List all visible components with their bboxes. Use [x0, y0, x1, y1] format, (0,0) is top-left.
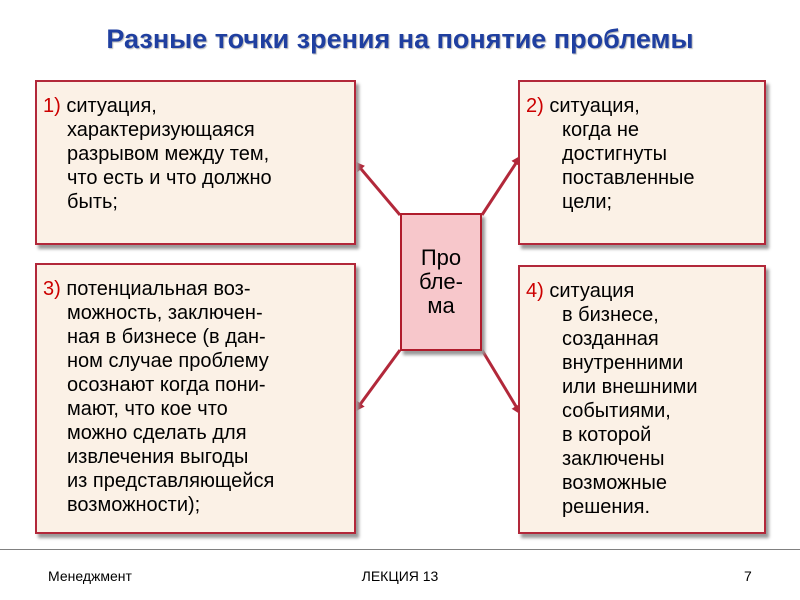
center-line-3: ма	[427, 293, 455, 318]
footer-course: Менеджмент	[48, 568, 132, 584]
box-3-line-1: потенциальная воз-	[66, 278, 251, 300]
box-2-line-4: поставленные	[562, 167, 695, 189]
box-3-line-7: можно сделать для	[67, 422, 247, 444]
box-4-line-2: в бизнесе,	[562, 304, 659, 326]
box-4-line-5: или внешними	[562, 376, 698, 398]
box-3-line-6: мают, что кое что	[67, 398, 228, 420]
box-4-line-3: созданная	[562, 328, 659, 350]
box-1-line-4: что есть и что должно	[67, 167, 272, 189]
center-line-1: Про	[420, 245, 462, 270]
box-3-line-8: извлечения выгоды	[67, 446, 249, 468]
footer-lecture: ЛЕКЦИЯ 13	[361, 568, 439, 584]
box-1-line-1: ситуация,	[66, 95, 157, 117]
box-1-line-3: разрывом между тем,	[67, 143, 270, 165]
page-number: 7	[744, 568, 752, 584]
center-line-2: бле-	[418, 269, 463, 294]
slide-title: Разные точки зрения на понятие проблемы	[106, 24, 694, 54]
definition-box-3	[35, 263, 356, 534]
box-4-line-10: решения.	[562, 496, 651, 518]
box-3-line-10: возможности);	[67, 494, 201, 516]
box-3-line-9: из представляющейся	[67, 470, 275, 492]
definition-box-4	[518, 265, 766, 534]
arrow-to-box-4	[482, 350, 520, 413]
box-4-line-6: событиями,	[562, 400, 671, 422]
definition-box-1	[35, 80, 356, 245]
box-4-number: 4)	[526, 280, 544, 302]
box-2-line-5: цели;	[562, 191, 613, 213]
box-1-number: 1)	[43, 95, 61, 117]
box-3-line-5: осознают когда пони-	[67, 374, 266, 396]
box-2-line-2: когда не	[562, 119, 640, 141]
box-3-number: 3)	[43, 278, 61, 300]
center-problem-box	[400, 213, 482, 351]
box-4-line-1: ситуация	[549, 280, 635, 302]
box-1-line-2: характеризующаяся	[67, 119, 255, 141]
box-4-line-4: внутренними	[562, 352, 684, 374]
box-2-line-1: ситуация,	[549, 95, 640, 117]
box-3-line-2: можность, заключен-	[67, 302, 263, 324]
box-3-line-3: ная в бизнесе (в дан-	[67, 326, 266, 348]
box-4-line-7: в которой	[562, 424, 652, 446]
arrow-to-box-3	[356, 350, 400, 410]
definition-box-2	[518, 80, 766, 245]
arrow-to-box-1	[356, 163, 400, 215]
box-1-line-5: быть;	[67, 191, 118, 213]
footer-divider	[0, 549, 800, 550]
arrow-to-box-2	[482, 157, 520, 215]
box-2-line-3: достигнуты	[562, 143, 667, 165]
box-3-line-4: ном случае проблему	[67, 350, 269, 372]
box-4-line-8: заключены	[562, 448, 665, 470]
box-4-line-9: возможные	[562, 472, 668, 494]
box-2-number: 2)	[526, 95, 544, 117]
